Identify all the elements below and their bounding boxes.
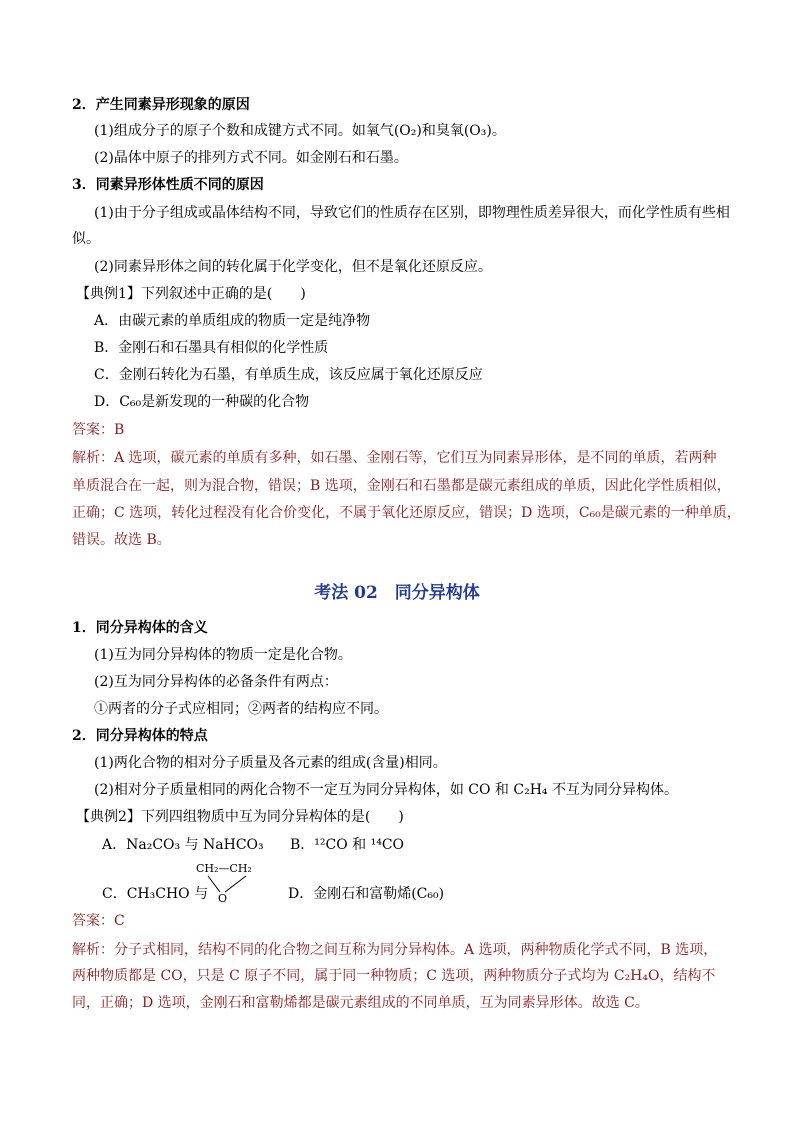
paragraph: (1)组成分子的原子个数和成键方式不同。如氧气(O₂)和臭氧(O₃)。 bbox=[94, 123, 506, 139]
example1-answer: 答案：B bbox=[72, 422, 125, 438]
example1-option-b: B．金刚石和石墨具有相似的化学性质 bbox=[94, 340, 329, 356]
example2-analysis: 同，正确；D 选项，金刚石和富勒烯都是碳元素组成的不同单质，互为同素异形体。故选 C。 bbox=[72, 995, 649, 1011]
example1-option-a: A．由碳元素的单质组成的物质一定是纯净物 bbox=[94, 313, 371, 329]
bond-line bbox=[208, 876, 220, 892]
example2-stem: 【典例2】下列四组物质中互为同分异构体的是( ) bbox=[76, 809, 404, 825]
paragraph: (2)相对分子质量相同的两化合物不一定互为同分异构体，如 CO 和 C₂H₄ 不互为同分异构体。 bbox=[94, 782, 678, 798]
paragraph: 似。 bbox=[72, 231, 100, 247]
example1-stem: 【典例1】下列叙述中正确的是( ) bbox=[76, 286, 306, 302]
paragraph: (2)同素异形体之间的转化属于化学变化，但不是氧化还原反应。 bbox=[94, 259, 492, 275]
example2-analysis: 解析：分子式相同，结构不同的化合物之间互称为同分异构体。A 选项，两种物质化学式不同，B 选项， bbox=[72, 942, 718, 958]
example1-option-c: C．金刚石转化为石墨，有单质生成，该反应属于氧化还原反应 bbox=[94, 367, 483, 383]
heading-allotropy-causes: 2．产生同素异形现象的原因 bbox=[72, 97, 250, 113]
epoxide-structure bbox=[194, 858, 274, 904]
example1-analysis: 错误。故选 B。 bbox=[72, 532, 171, 548]
section-title: 考法 02 同分异构体 bbox=[314, 583, 480, 603]
example1-analysis: 单质混合在一起，则为混合物，错误；B 选项，金刚石和石墨都是碳元素组成的单质，因此化学性质相似， bbox=[72, 478, 731, 494]
bond-line bbox=[225, 876, 246, 892]
example2-option-b: B．¹²CO 和 ¹⁴CO bbox=[290, 837, 405, 853]
paragraph: (1)由于分子组成或晶体结构不同，导致它们的性质存在区别，即物理性质差异很大，而化学性质有些相 bbox=[94, 205, 730, 221]
example1-option-d: D．C₆₀是新发现的一种碳的化合物 bbox=[94, 394, 310, 410]
example2-option-c: C．CH₃CHO 与 bbox=[102, 886, 209, 902]
heading-isomer-features: 2．同分异构体的特点 bbox=[72, 728, 208, 744]
example2-option-a: A．Na₂CO₃ 与 NaHCO₃ bbox=[102, 837, 264, 853]
paragraph: (2)晶体中原子的排列方式不同。如金刚石和石墨。 bbox=[94, 150, 408, 166]
paragraph: (2)互为同分异构体的必备条件有两点： bbox=[94, 674, 338, 690]
paragraph: ①两者的分子式应相同；②两者的结构应不同。 bbox=[94, 701, 388, 717]
structure-ch2-ch2: CH₂—CH₂ bbox=[196, 862, 252, 875]
heading-property-difference: 3．同素异形体性质不同的原因 bbox=[72, 177, 264, 193]
paragraph: (1)两化合物的相对分子质量及各元素的组成(含量)相同。 bbox=[94, 755, 447, 771]
example2-option-d: D．金刚石和富勒烯(C₆₀) bbox=[288, 886, 445, 902]
example1-analysis: 解析：A 选项，碳元素的单质有多种，如石墨、金刚石等，它们互为同素异形体，是不同的单质，若两种 bbox=[72, 450, 717, 466]
example2-analysis: 两种物质都是 CO，只是 C 原子不同，属于同一种物质；C 选项，两种物质分子式均为 C₂H₄O，结构不 bbox=[72, 968, 716, 984]
example1-analysis: 正确；C 选项，转化过程没有化合价变化，不属于氧化还原反应，错误；D 选项，C₆₀是碳元素的一种单质， bbox=[72, 505, 741, 521]
heading-isomer-definition: 1．同分异构体的含义 bbox=[72, 620, 208, 636]
paragraph: (1)互为同分异构体的物质一定是化合物。 bbox=[94, 647, 352, 663]
structure-oxygen: O bbox=[218, 892, 228, 904]
example2-answer: 答案：C bbox=[72, 913, 125, 929]
